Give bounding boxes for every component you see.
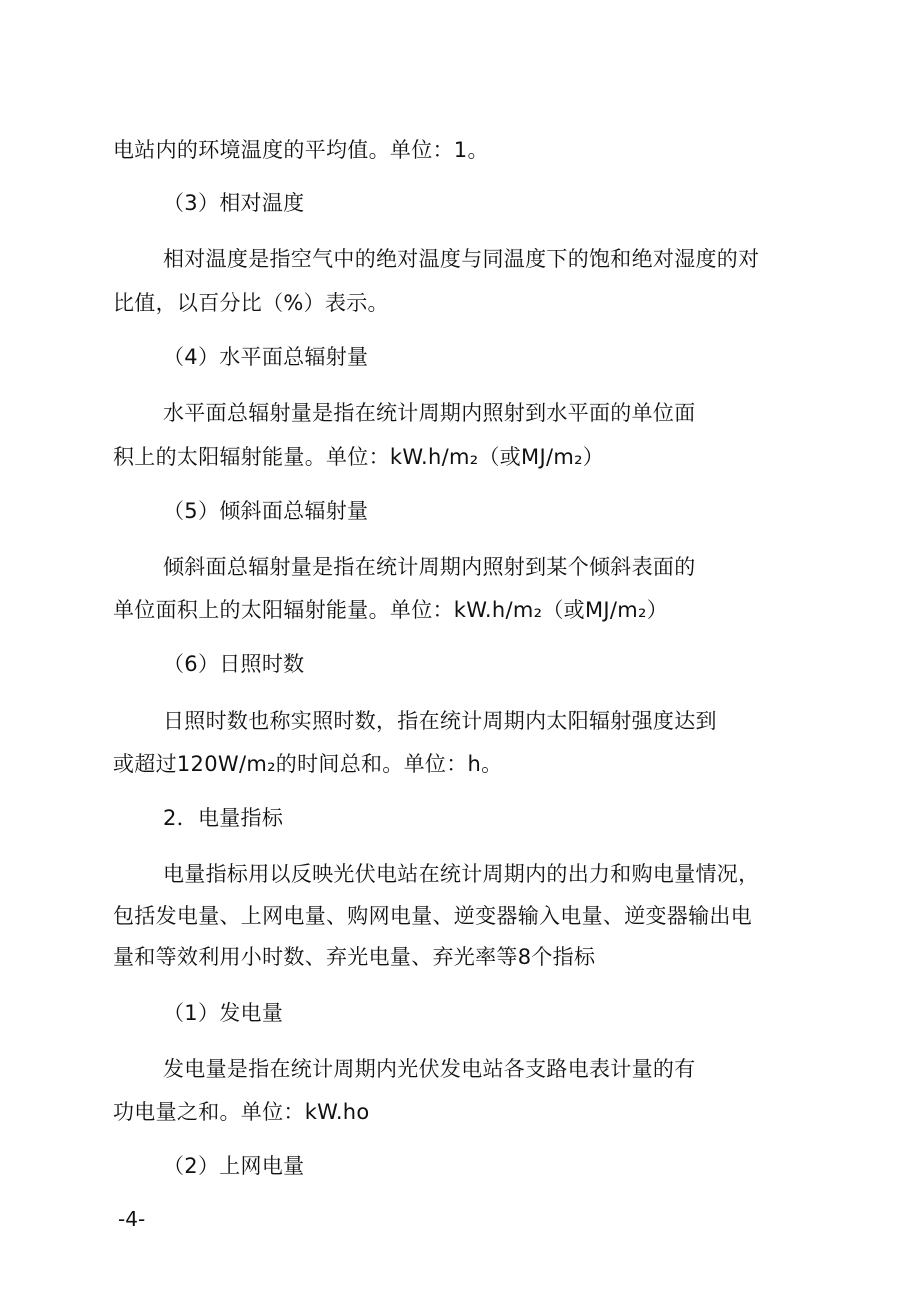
text-line-17: 量和等效利用小时数、弃光电量、弃光率等8个指标 [113, 945, 596, 969]
text-line-20: 功电量之和。单位：kW.ho [113, 1100, 370, 1124]
text-line-16: 包括发电量、上网电量、购网电量、逆变器输入电量、逆变器输出电 [113, 904, 752, 928]
section-heading-inclined-radiation: （5）倾斜面总辐射量 [163, 499, 369, 523]
section-heading-grid-power: （2）上网电量 [163, 1154, 305, 1178]
page-number: -4- [118, 1207, 146, 1231]
text-line-4: 比值，以百分比（%）表示。 [113, 291, 389, 315]
text-line-6: 水平面总辐射量是指在统计周期内照射到水平面的单位面 [163, 401, 696, 425]
section-heading-horizontal-radiation: （4）水平面总辐射量 [163, 345, 369, 369]
text-line-15: 电量指标用以反映光伏电站在统计周期内的出力和购电量情况， [163, 862, 760, 886]
text-line-12: 日照时数也称实照时数，指在统计周期内太阳辐射强度达到 [163, 709, 717, 733]
text-line-1: 电站内的环境温度的平均值。单位：1。 [113, 138, 489, 162]
text-line-13: 或超过120W/m₂的时间总和。单位：h。 [113, 752, 503, 776]
text-line-9: 倾斜面总辐射量是指在统计周期内照射到某个倾斜表面的 [163, 555, 696, 579]
section-heading-sunshine-hours: （6）日照时数 [163, 652, 305, 676]
text-line-3: 相对温度是指空气中的绝对温度与同温度下的饱和绝对湿度的对 [163, 247, 760, 271]
text-line-19: 发电量是指在统计周期内光伏发电站各支路电表计量的有 [163, 1057, 696, 1081]
section-heading-relative-temperature: （3）相对温度 [163, 191, 305, 215]
text-line-10: 单位面积上的太阳辐射能量。单位：kW.h/m₂（或MJ/m₂） [113, 598, 669, 622]
section-heading-generation: （1）发电量 [163, 1001, 284, 1025]
text-line-7: 积上的太阳辐射能量。单位：kW.h/m₂（或MJ/m₂） [113, 445, 605, 469]
section-heading-power-indicators: 2．电量指标 [163, 806, 284, 830]
